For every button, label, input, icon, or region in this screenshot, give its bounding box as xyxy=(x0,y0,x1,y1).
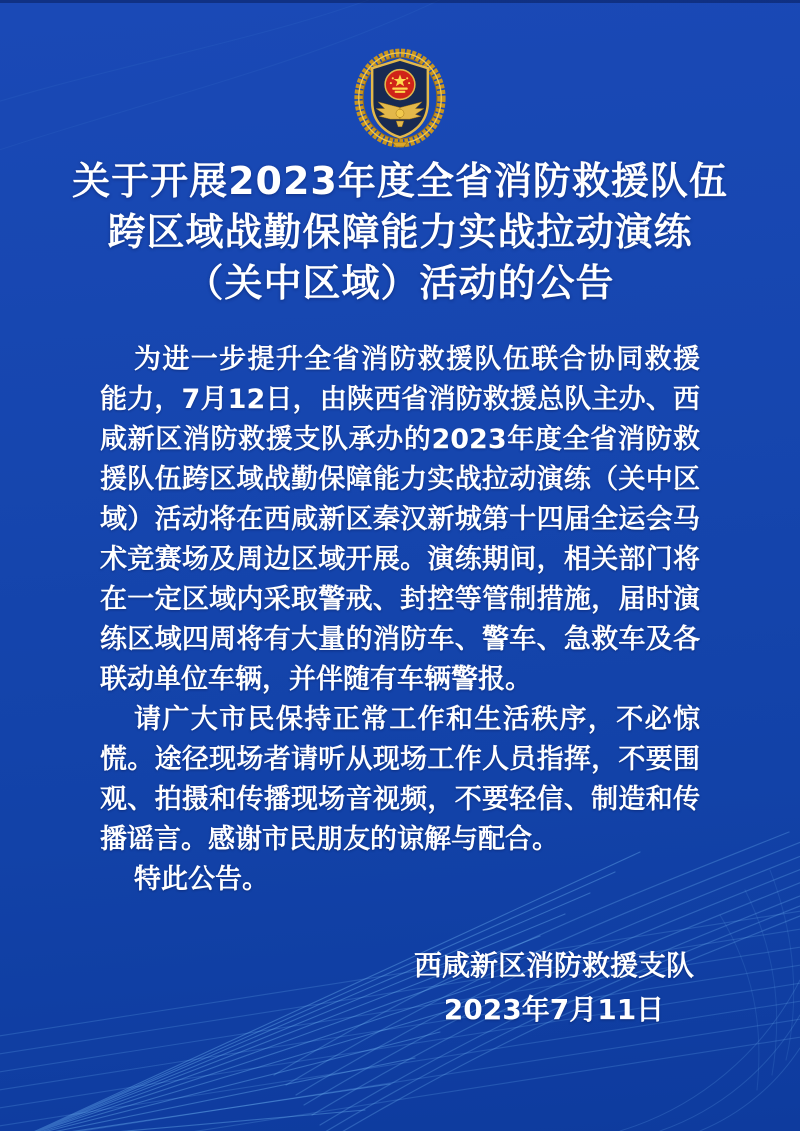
signature-block xyxy=(414,944,694,1032)
red-emblem xyxy=(385,70,415,100)
notice-paragraph-2: 请广大市民保持正常工作和生活秩序，不必惊慌。途径现场者请听从现场工作人员指挥，不要围观、拍摄和传播现场音视频，不要轻信、制造和传播谣言。感谢市民朋友的谅解与配合。 xyxy=(100,704,700,855)
notice-paragraph-3: 特此公告。 xyxy=(134,864,269,895)
gate-base xyxy=(395,91,406,93)
notice-title-line-3: （关中区域）活动的公告 xyxy=(185,261,615,305)
notice-title-line-2: 跨区域战勤保障能力实战拉动演练 xyxy=(107,210,693,254)
notice-paragraph-1: 为进一步提升全省消防救援队伍联合协同救援能力，7月12日，由陕西省消防救援总队主办、西咸新区消防救援支队承办的2023年度全省消防救援队伍跨区域战勤保障能力实战拉动演练（关中区域）活动将在西咸新区秦汉新城第十四届全运会马术竞赛场及周边区域开展。演练期间，相关部门将在一定区域内采取警戒、封控等管制措施，届时演练区域四周将有大量的消防车、警车、急救车及各联动单位车辆，并伴随有车辆警报。 xyxy=(100,344,700,695)
fire-rescue-emblem-icon xyxy=(352,48,448,148)
notice-body xyxy=(100,340,700,900)
notice-title-line-1: 关于开展2023年度全省消防救援队伍 xyxy=(72,159,728,203)
signature-date: 2023年7月11日 xyxy=(443,993,665,1026)
gate-roof xyxy=(392,87,407,89)
signature-organization: 西咸新区消防救援支队 xyxy=(413,949,694,982)
notice-title xyxy=(0,156,800,309)
